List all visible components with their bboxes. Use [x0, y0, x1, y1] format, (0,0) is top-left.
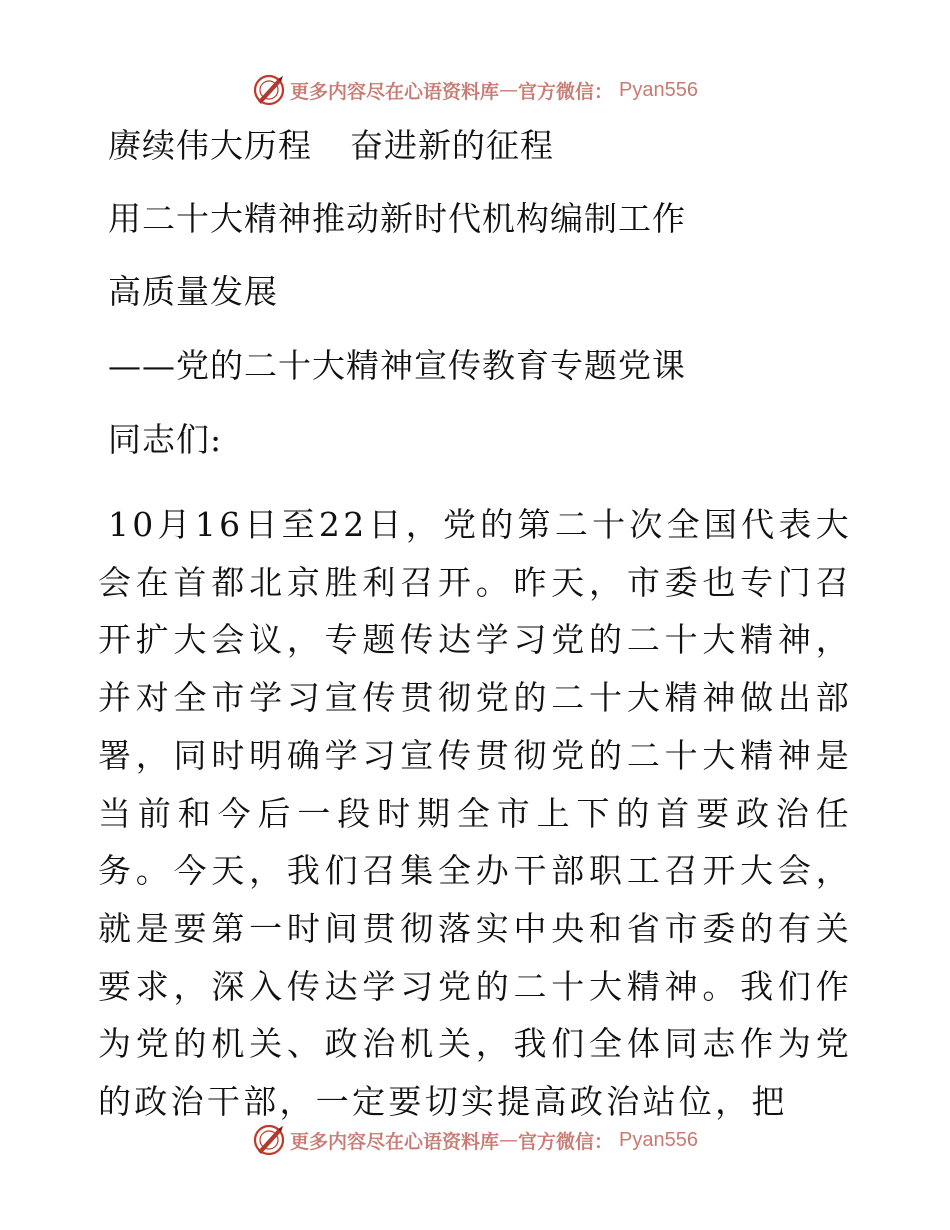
- document-title: [108, 126, 554, 166]
- header-watermark: [0, 72, 950, 108]
- title-part-2: 奋进新的征程: [350, 126, 554, 165]
- watermark-wechat-id: Pyan556: [619, 78, 698, 101]
- watermark-separator: —: [499, 79, 519, 101]
- watermark-label: 官方微信：: [518, 80, 614, 103]
- watermark-wechat-id: Pyan556: [619, 1128, 698, 1151]
- quill-pen-logo-icon: [252, 1123, 286, 1157]
- watermark-label: 官方微信：: [518, 1130, 614, 1153]
- footer-watermark: [0, 1122, 950, 1158]
- body-paragraph: 10月16日至22日，党的第二十次全国代表大会在首都北京胜利召开。昨天，市委也专门召开扩大会议，专题传达学习党的二十大精神，并对全市学习宣传贯彻党的二十大精神做出部署，同时明确学习宣传贯彻党的二十大精神是当前和今后一段时期全市上下的首要政治任务。今天，我们召集全办干部职工召开大会，就是要第一时间贯彻落实中央和省市委的有关要求，深入传达学习党的二十大精神。我们作为党的机关、政治机关，我们全体同志作为党的政治干部，一定要切实提高政治站位，把: [98, 505, 852, 1122]
- subtitle-line-2: 高质量发展: [108, 272, 278, 311]
- salutation: 同志们:: [108, 420, 223, 459]
- watermark-separator: —: [499, 1129, 519, 1151]
- watermark-site-text: 更多内容尽在心语资料库: [290, 1130, 500, 1153]
- series-line: ——党的二十大精神宣传教育专题党课: [108, 346, 686, 385]
- title-part-1: 赓续伟大历程: [108, 126, 312, 165]
- subtitle-line-1: 用二十大精神推动新时代机构编制工作: [108, 199, 686, 238]
- watermark-site-text: 更多内容尽在心语资料库: [290, 80, 500, 103]
- quill-pen-logo-icon: [252, 73, 286, 107]
